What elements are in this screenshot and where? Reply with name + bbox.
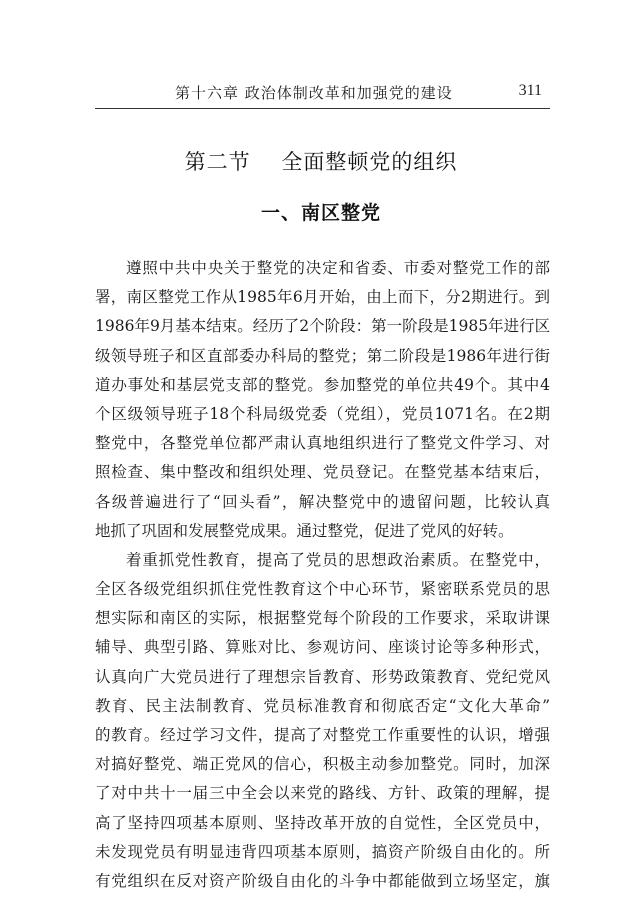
subsection-title: 一、南区整党 bbox=[260, 202, 381, 224]
paragraph-line: 各级普遍进行了“回头看”，解决整党中的遗留问题，比较认真 bbox=[95, 492, 550, 511]
page-number: 311 bbox=[518, 82, 542, 99]
paragraph-line: 高了坚持四项基本原则、坚持改革开放的自觉性，全区党员中， bbox=[95, 813, 550, 832]
paragraph-line: 辅导、典型引路、算账对比、参观访问、座谈讨论等多种形式， bbox=[95, 638, 550, 657]
paragraph-line: 个区级领导班子18个科局级党委（党组），党员1071名。在2期 bbox=[95, 404, 550, 423]
paragraph-line: 的教育。经过学习文件，提高了对整党工作重要性的认识，增强 bbox=[95, 726, 550, 744]
section-title: 第二节 全面整顿党的组织 bbox=[184, 150, 458, 174]
running-header bbox=[95, 80, 550, 110]
paragraph-line: 有党组织在反对资产阶级自由化的斗争中都能做到立场坚定，旗 bbox=[95, 871, 550, 890]
paragraph-line: 着重抓党性教育，提高了党员的思想政治素质。在整党中， bbox=[126, 550, 550, 569]
chapter-running-title: 第十六章 政治体制改革和加强党的建设 bbox=[175, 84, 453, 102]
paragraph-line: 整党中，各整党单位都严肃认真地组织进行了整党文件学习、对 bbox=[95, 434, 550, 453]
paragraph-line: 未发现党员有明显违背四项基本原则，搞资产阶级自由化的。所 bbox=[95, 842, 550, 861]
paragraph-line: 教育、民主法制教育、党员标准教育和彻底否定“文化大革命” bbox=[95, 696, 550, 715]
paragraph-line: 道办事处和基层党支部的整党。参加整党的单位共49个。其中4 bbox=[95, 375, 550, 394]
paragraph-line: 了对中共十一届三中全会以来党的路线、方针、政策的理解，提 bbox=[95, 784, 550, 803]
paragraph-line: 署，南区整党工作从1985年6月开始，由上而下，分2期进行。到 bbox=[95, 288, 550, 307]
paragraph-line: 遵照中共中央关于整党的决定和省委、市委对整党工作的部 bbox=[126, 259, 550, 277]
paragraph-line: 认真向广大党员进行了理想宗旨教育、形势政策教育、党纪党风 bbox=[95, 667, 550, 686]
paragraph-line: 照检查、集中整改和组织处理、党员登记。在整党基本结束后， bbox=[95, 463, 550, 482]
paragraph-line: 对搞好整党、端正党风的信心，积极主动参加整党。同时，加深 bbox=[95, 755, 550, 774]
paragraph-line: 级领导班子和区直部委办科局的整党；第二阶段是1986年进行街 bbox=[95, 346, 550, 365]
paragraph-line: 想实际和南区的实际，根据整党每个阶段的工作要求，采取讲课 bbox=[95, 609, 550, 628]
paragraph-line: 全区各级党组织抓住党性教育这个中心环节，紧密联系党员的思 bbox=[95, 580, 550, 599]
paragraph-line: 1986年9月基本结束。经历了2个阶段：第一阶段是1985年进行区 bbox=[95, 317, 550, 336]
header-divider bbox=[95, 108, 550, 109]
paragraph-line: 地抓了巩固和发展整党成果。通过整党，促进了党风的好转。 bbox=[95, 521, 514, 540]
body-text bbox=[95, 254, 550, 896]
